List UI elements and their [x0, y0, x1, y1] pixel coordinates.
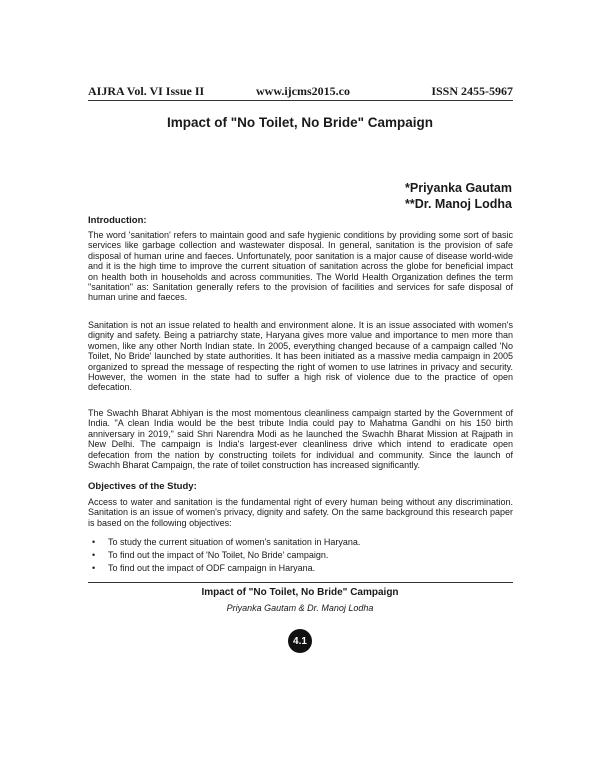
bullet-icon: •	[92, 537, 96, 547]
paper-title: Impact of "No Toilet, No Bride" Campaign	[166, 115, 434, 130]
issn-number: ISSN 2455-5967	[431, 84, 513, 98]
bullet-icon: •	[92, 563, 96, 573]
introduction-heading: Introduction:	[88, 215, 147, 226]
journal-issue: AIJRA Vol. VI Issue II	[88, 84, 205, 98]
intro-paragraph-1: The word 'sanitation' refers to maintain good and safe hygienic conditions by providing some sort of basic services like garbage collection and wastewater disposal. In general, sanitation is the provision of safe disposal of human urine and faeces. Unfortunately, poor sanitation is a major cause of disease world-wide and it is the high time to improve the current situation of sanitation across the globe for beneficial impact on health both in households and across communities. The World Health Organization defines the term "sanitation" as: Sanitation generally refers to the provision of facilities and services for safe disposal of human urine and faeces.	[88, 230, 513, 303]
running-header	[88, 84, 513, 100]
objectives-list	[88, 536, 513, 575]
objective-text: To find out the impact of ODF campaign in Haryana.	[108, 563, 316, 573]
list-item	[88, 549, 513, 562]
footer-rule	[88, 582, 513, 583]
objectives-heading: Objectives of the Study:	[88, 481, 197, 492]
author-primary: *Priyanka Gautam	[405, 181, 512, 195]
list-item	[88, 562, 513, 575]
intro-paragraph-2: Sanitation is not an issue related to health and environment alone. It is an issue associated with women's dignity and safety. Being a patriarchy state, Haryana gives more value and importance to men more than women, like any other North Indian state. In 2005, everything changed because of a campaign called 'No Toilet, No Bride' launched by state authorities. It has been initiated as a massive media campaign in 2005 organized to spread the message of respecting the right of women to use latrines in privacy and security. However, the women in the state had to suffer a high risk of violence due to the practice of open defecation.	[88, 320, 513, 393]
page-number-badge: 4.1	[288, 629, 312, 653]
objective-text: To find out the impact of 'No Toilet, No Bride' campaign.	[108, 550, 329, 560]
author-secondary: **Dr. Manoj Lodha	[405, 197, 512, 211]
intro-paragraph-3: The Swachh Bharat Abhiyan is the most momentous cleanliness campaign started by the Government of India. "A clean India would be the best tribute India could pay to Mahatma Gandhi on his 150 birth anniversary in 2019," said Shri Narendra Modi as he launched the Swachh Bharat Mission at Rajpath in New Delhi. The campaign is India's largest-ever cleanliness drive which intend to eradicate open defecation from the nation by constructing toilets for individual and community. Since the launch of Swachh Bharat Campaign, the rate of toilet construction has increased significantly.	[88, 408, 513, 471]
objectives-paragraph: Access to water and sanitation is the fundamental right of every human being without any discrimination. Sanitation is an issue of women's privacy, dignity and safety. On the same background this research paper is based on the following objectives:	[88, 497, 513, 528]
journal-website: www.ijcms2015.co	[256, 84, 350, 98]
footer-authors: Priyanka Gautam & Dr. Manoj Lodha	[226, 603, 374, 613]
objective-text: To study the current situation of women's sanitation in Haryana.	[108, 537, 361, 547]
footer-title: Impact of "No Toilet, No Bride" Campaign	[201, 587, 399, 598]
header-rule	[88, 100, 513, 101]
bullet-icon: •	[92, 550, 96, 560]
list-item	[88, 536, 513, 549]
